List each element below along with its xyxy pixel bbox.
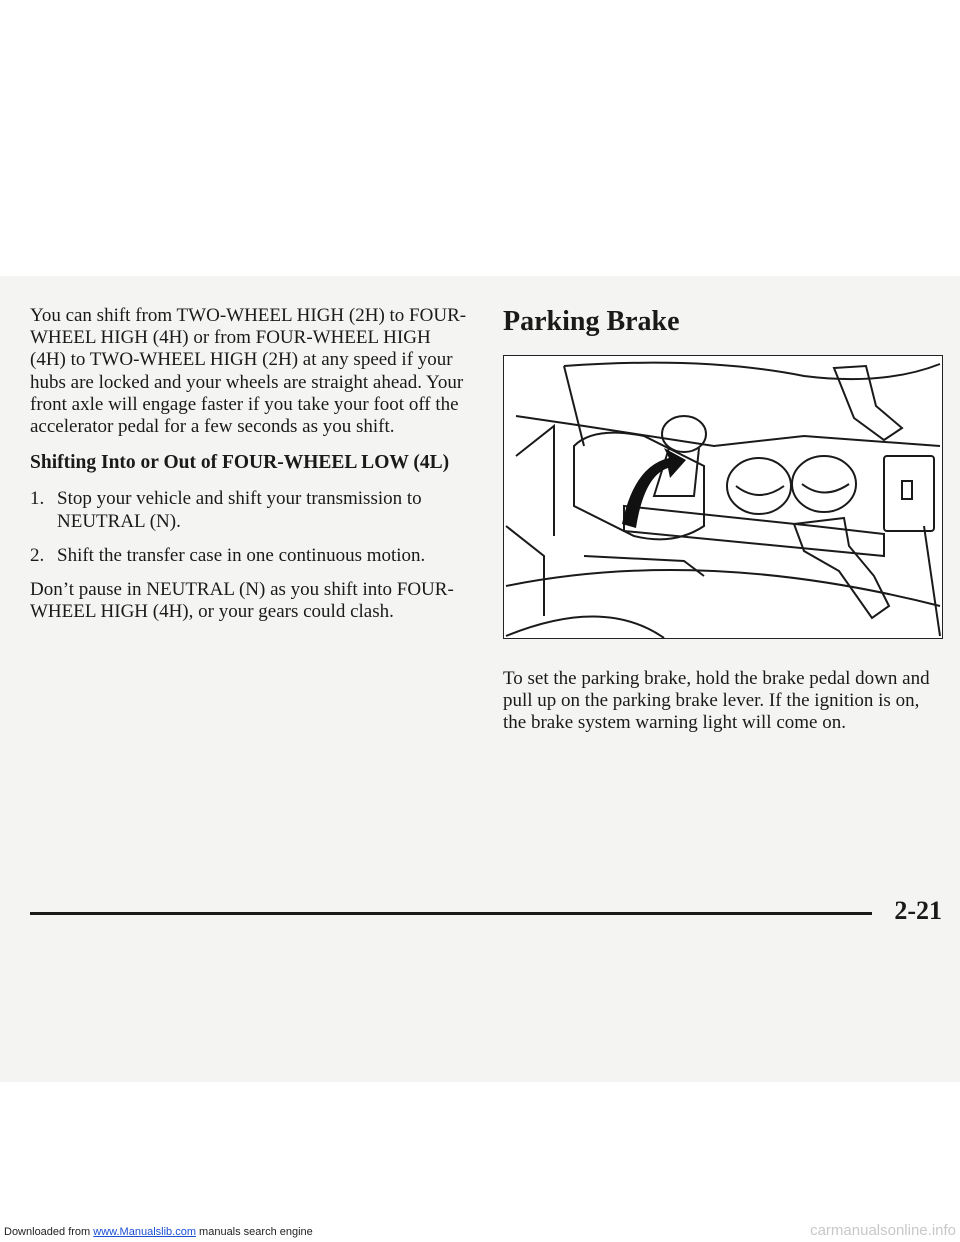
steps-list — [30, 488, 470, 567]
step-text: Stop your vehicle and shift your transmission to NEUTRAL (N). — [57, 488, 422, 532]
download-suffix: manuals search engine — [199, 1226, 313, 1238]
section-title: Parking Brake — [503, 306, 680, 337]
intro-paragraph: You can shift from TWO-WHEEL HIGH (2H) to FOUR-WHEEL HIGH (4H) or from FOUR-WHEEL HIGH (4H) to TWO-WHEEL HIGH (2H) at any speed if your hubs are locked and your wheels are straight ahead. Your front axle will engage faster if you take your foot off the accelerator pedal for a few seconds as you shift. — [30, 305, 467, 438]
warning-paragraph: Don’t pause in NEUTRAL (N) as you shift into FOUR-WHEEL HIGH (4H), or your gears could clash. — [30, 579, 454, 623]
step-number: 2. — [30, 544, 45, 566]
parking-brake-caption: To set the parking brake, hold the brake pedal down and pull up on the parking brake lever. If the ignition is on, the brake system warning light will come on. — [503, 668, 930, 734]
right-column — [503, 305, 943, 639]
left-column — [30, 305, 470, 635]
step-number: 1. — [30, 488, 45, 510]
step-text: Shift the transfer case in one continuous motion. — [57, 544, 426, 566]
parking-brake-illustration — [503, 355, 943, 639]
lift-arrow-icon — [622, 448, 686, 528]
subheading-4l: Shifting Into or Out of FOUR-WHEEL LOW (4L) — [30, 452, 450, 474]
footer-rule — [30, 912, 872, 915]
download-prefix: Downloaded from — [4, 1226, 91, 1238]
list-item — [30, 545, 470, 567]
download-banner — [4, 1226, 313, 1238]
watermark: carmanualsonline.info — [810, 1222, 956, 1239]
console-drawing — [504, 356, 942, 638]
page-number: 2-21 — [894, 896, 942, 925]
list-item — [30, 488, 470, 532]
manualslib-link[interactable]: www.Manualslib.com — [93, 1226, 196, 1238]
